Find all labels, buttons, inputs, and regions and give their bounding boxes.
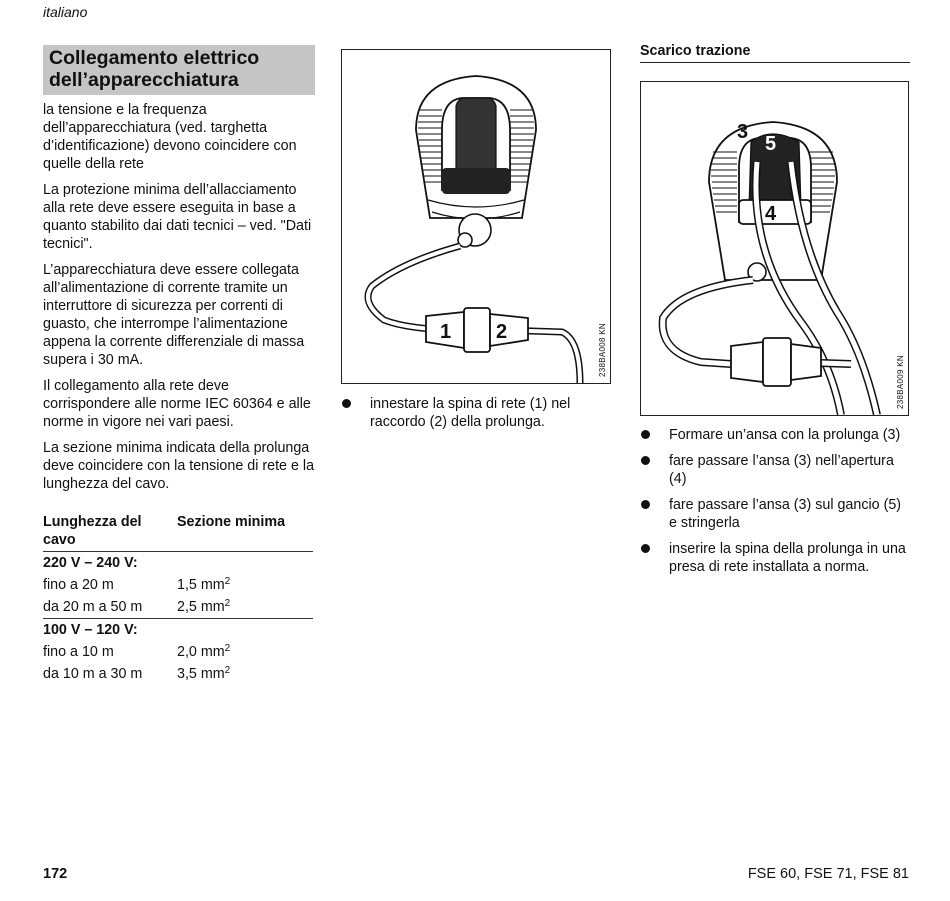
cable-length: da 20 m a 50 m [43, 599, 143, 615]
strain-relief-section [640, 42, 910, 576]
list-item: innestare la spina di rete (1) nel raccordo (2) della prolunga. [341, 395, 613, 431]
page-number: 172 [43, 866, 68, 882]
table-group-row [43, 552, 313, 575]
list-item: fare passare l’ansa (3) nell’apertura (4) [640, 452, 910, 488]
figure-code: 238BA008 KN [598, 322, 607, 377]
cable-section: 3,5 $mm^2$ [177, 665, 231, 682]
voltage-group-label: 220 V – 240 V: [43, 555, 138, 571]
paragraph: La sezione minima indicata della prolunga deve coincidere con la tensione di rete e la lunghezza del cavo. [43, 440, 315, 492]
cable-section: 2,0 $mm^2$ [177, 643, 231, 660]
section-title: Collegamento elettrico dell’apparecchiatura [43, 45, 315, 95]
cable-section-table [43, 511, 313, 685]
plug-connection-section [341, 49, 613, 431]
table-row [43, 574, 313, 596]
electrical-connection-section [43, 45, 315, 685]
table-header-row [43, 511, 313, 552]
instruction-list [341, 395, 613, 431]
table-group-row [43, 619, 313, 642]
cable-length: fino a 20 m [43, 577, 114, 593]
list-item: inserire la spina della prolunga in una presa di rete installata a norma. [640, 540, 910, 576]
model-names: FSE 60, FSE 71, FSE 81 [747, 866, 909, 882]
washer-plug-illustration [342, 50, 610, 383]
callout-1: 1 [440, 321, 452, 343]
cable-section: 2,5 $mm^2$ [177, 598, 231, 615]
paragraph: L’apparecchiatura deve essere collegata all’alimentazione di corrente tramite un interruttore di sicurezza per correnti di guasto, che interrompe l’alimentazione appena la corrente differenziale di massa supera i 30 mA. [43, 262, 305, 368]
instruction-list [640, 426, 910, 576]
callout-2: 2 [496, 321, 508, 343]
callout-4: 4 [765, 203, 777, 225]
table-row [43, 596, 313, 619]
plug-connection-figure [341, 49, 611, 384]
paragraph: Il collegamento alla rete deve corrispondere alle norme IEC 60364 e alle norme in vigore nei vari paesi. [43, 378, 311, 430]
figure-code: 238BA009 KN [896, 354, 905, 409]
strain-relief-figure [640, 81, 909, 416]
paragraph: la tensione e la frequenza dell’apparecchiatura (ved. targhetta d’identificazione) devono coincidere con quelle della rete [43, 102, 297, 172]
callout-5: 5 [765, 133, 777, 155]
table-header-section: Sezione minima [177, 511, 313, 552]
voltage-group-label: 100 V – 120 V: [43, 619, 313, 642]
cable-section: 1,5 $mm^2$ [177, 576, 231, 593]
language-label: italiano [43, 4, 88, 20]
cable-length: da 10 m a 30 m [43, 666, 143, 682]
cable-length: fino a 10 m [43, 644, 114, 660]
table-row [43, 663, 313, 685]
list-item: Formare un’ansa con la prolunga (3) [640, 426, 910, 444]
strain-relief-illustration [641, 82, 908, 415]
list-item: fare passare l’ansa (3) sul gancio (5) e stringerla [640, 496, 910, 532]
table-row [43, 641, 313, 663]
callout-3: 3 [737, 121, 749, 143]
paragraph: La protezione minima dell’allacciamento alla rete deve essere eseguita in base a quanto stabilito dai dati tecnici – ved. "Dati tecnici". [43, 182, 312, 252]
table-header-length: Lunghezza del cavo [43, 511, 177, 552]
section-heading: Scarico trazione [640, 42, 910, 63]
